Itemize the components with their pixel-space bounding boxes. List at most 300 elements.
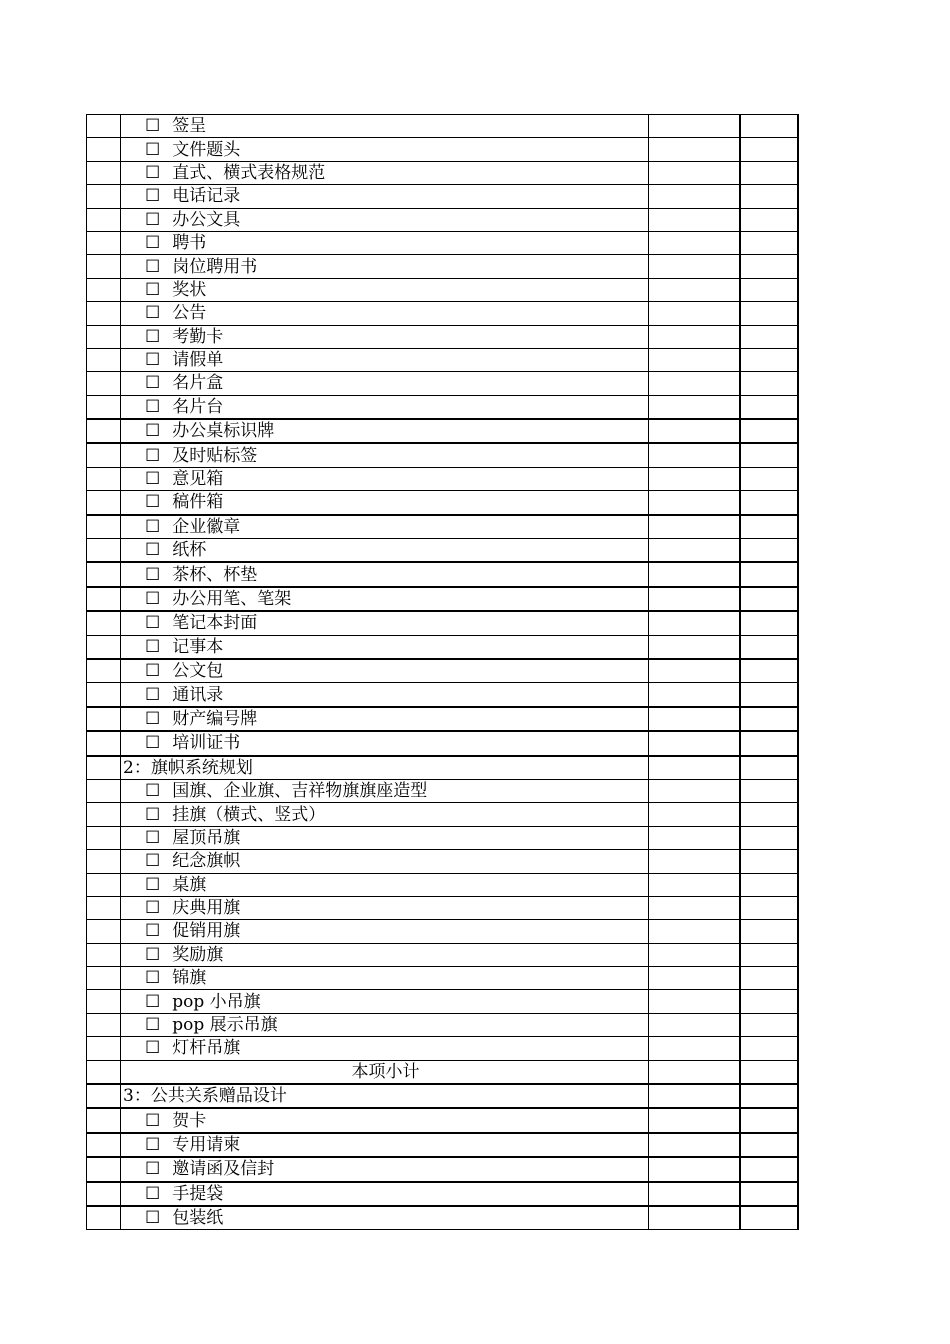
index-cell[interactable] bbox=[87, 395, 121, 419]
index-cell[interactable] bbox=[87, 1157, 121, 1181]
note-cell[interactable] bbox=[740, 707, 798, 731]
checkbox-icon[interactable]: ☐ bbox=[145, 564, 161, 585]
note-cell[interactable] bbox=[740, 779, 798, 802]
index-cell[interactable] bbox=[87, 1013, 121, 1036]
value-cell[interactable] bbox=[649, 161, 741, 184]
note-cell[interactable] bbox=[740, 659, 798, 683]
value-cell[interactable] bbox=[649, 1133, 741, 1157]
note-cell[interactable] bbox=[740, 161, 798, 184]
item-label: 包装纸 bbox=[172, 1208, 224, 1229]
note-cell[interactable] bbox=[740, 967, 798, 990]
index-cell[interactable] bbox=[87, 231, 121, 254]
note-cell[interactable] bbox=[740, 850, 798, 873]
value-cell[interactable] bbox=[649, 920, 741, 943]
index-cell[interactable] bbox=[87, 115, 121, 138]
note-cell[interactable] bbox=[740, 990, 798, 1013]
item-cell[interactable] bbox=[121, 1206, 649, 1230]
checkbox-icon[interactable]: ☐ bbox=[145, 991, 161, 1012]
item-cell[interactable] bbox=[121, 1013, 649, 1036]
table-row bbox=[87, 491, 799, 515]
value-cell[interactable] bbox=[649, 185, 741, 208]
section-row bbox=[87, 756, 799, 780]
checkbox-icon[interactable]: ☐ bbox=[145, 1208, 161, 1229]
item-cell[interactable] bbox=[121, 659, 649, 683]
checkbox-icon[interactable]: ☐ bbox=[145, 898, 161, 919]
item-cell[interactable] bbox=[121, 1157, 649, 1181]
index-cell[interactable] bbox=[87, 255, 121, 278]
item-label: 意见箱 bbox=[172, 469, 224, 490]
item-cell[interactable] bbox=[121, 302, 649, 325]
item-label: 请假单 bbox=[172, 350, 224, 371]
item-label: 国旗、企业旗、吉祥物旗旗座造型 bbox=[172, 781, 428, 802]
index-cell[interactable] bbox=[87, 707, 121, 731]
item-label: 财产编号牌 bbox=[172, 708, 258, 729]
index-cell[interactable] bbox=[87, 611, 121, 635]
table-row bbox=[87, 1206, 799, 1230]
item-cell[interactable] bbox=[121, 873, 649, 896]
item-label: pop 小吊旗 bbox=[172, 991, 261, 1012]
value-cell[interactable] bbox=[649, 967, 741, 990]
value-cell[interactable] bbox=[649, 1206, 741, 1230]
value-cell[interactable] bbox=[649, 302, 741, 325]
note-cell[interactable] bbox=[740, 1157, 798, 1181]
item-label: 桌旗 bbox=[172, 874, 207, 895]
index-cell[interactable] bbox=[87, 161, 121, 184]
item-cell[interactable] bbox=[121, 419, 649, 443]
table-row bbox=[87, 395, 799, 419]
value-cell[interactable] bbox=[649, 491, 741, 515]
item-label: 签呈 bbox=[172, 116, 207, 137]
note-cell[interactable] bbox=[740, 539, 798, 563]
item-label: 屋顶吊旗 bbox=[172, 827, 241, 848]
note-cell[interactable] bbox=[740, 1084, 798, 1108]
item-cell[interactable] bbox=[121, 515, 649, 539]
note-cell[interactable] bbox=[740, 731, 798, 755]
checkbox-icon[interactable]: ☐ bbox=[145, 851, 161, 872]
table-row bbox=[87, 443, 799, 467]
item-label: 促销用旗 bbox=[172, 921, 241, 942]
checkbox-icon[interactable]: ☐ bbox=[145, 116, 161, 137]
item-cell[interactable] bbox=[121, 1108, 649, 1132]
item-label: 稿件箱 bbox=[172, 492, 224, 513]
value-cell[interactable] bbox=[649, 659, 741, 683]
item-label: 挂旗（横式、竖式） bbox=[172, 804, 326, 825]
value-cell[interactable] bbox=[649, 707, 741, 731]
item-label: 茶杯、杯垫 bbox=[172, 564, 258, 585]
index-cell[interactable] bbox=[87, 372, 121, 395]
subtotal-label: 本项小计 bbox=[351, 1061, 420, 1082]
note-cell[interactable] bbox=[740, 395, 798, 419]
table-row bbox=[87, 659, 799, 683]
item-label: 笔记本封面 bbox=[172, 613, 258, 634]
item-label: 奖励旗 bbox=[172, 944, 224, 965]
note-cell[interactable] bbox=[740, 348, 798, 371]
table-row bbox=[87, 278, 799, 301]
value-cell[interactable] bbox=[649, 1108, 741, 1132]
value-cell[interactable] bbox=[649, 231, 741, 254]
table-row bbox=[87, 826, 799, 849]
item-cell[interactable] bbox=[121, 611, 649, 635]
checkbox-icon[interactable]: ☐ bbox=[145, 781, 161, 802]
index-cell[interactable] bbox=[87, 990, 121, 1013]
note-cell[interactable] bbox=[740, 1108, 798, 1132]
checkbox-icon[interactable]: ☐ bbox=[145, 1183, 161, 1204]
value-cell[interactable] bbox=[649, 990, 741, 1013]
table-row bbox=[87, 611, 799, 635]
item-label: 邀请函及信封 bbox=[172, 1159, 275, 1180]
note-cell[interactable] bbox=[740, 185, 798, 208]
item-cell[interactable] bbox=[121, 779, 649, 802]
table-row bbox=[87, 115, 799, 138]
table-row bbox=[87, 779, 799, 802]
value-cell[interactable] bbox=[649, 587, 741, 611]
checkbox-icon[interactable]: ☐ bbox=[145, 1134, 161, 1155]
note-cell[interactable] bbox=[740, 803, 798, 826]
item-label: 通讯录 bbox=[172, 684, 224, 705]
index-cell[interactable] bbox=[87, 756, 121, 780]
table-row bbox=[87, 138, 799, 161]
index-cell[interactable] bbox=[87, 920, 121, 943]
value-cell[interactable] bbox=[649, 683, 741, 707]
index-cell[interactable] bbox=[87, 491, 121, 515]
checkbox-icon[interactable]: ☐ bbox=[145, 944, 161, 965]
item-label: 及时贴标签 bbox=[172, 445, 258, 466]
index-cell[interactable] bbox=[87, 1206, 121, 1230]
item-label: 办公用笔、笔架 bbox=[172, 589, 292, 609]
item-cell[interactable] bbox=[121, 208, 649, 231]
table-row bbox=[87, 967, 799, 990]
value-cell[interactable] bbox=[649, 779, 741, 802]
index-cell[interactable] bbox=[87, 659, 121, 683]
value-cell[interactable] bbox=[649, 1157, 741, 1181]
checkbox-icon[interactable]: ☐ bbox=[145, 492, 161, 513]
checkbox-icon[interactable]: ☐ bbox=[145, 636, 161, 657]
item-label: 名片盒 bbox=[172, 373, 224, 394]
item-cell[interactable] bbox=[121, 756, 649, 780]
index-cell[interactable] bbox=[87, 967, 121, 990]
note-cell[interactable] bbox=[740, 278, 798, 301]
value-cell[interactable] bbox=[649, 1013, 741, 1036]
table-row bbox=[87, 255, 799, 278]
value-cell[interactable] bbox=[649, 467, 741, 490]
table-row bbox=[87, 920, 799, 943]
item-cell[interactable] bbox=[121, 896, 649, 919]
checkbox-icon[interactable]: ☐ bbox=[145, 874, 161, 895]
table-row bbox=[87, 943, 799, 966]
value-cell[interactable] bbox=[649, 539, 741, 563]
note-cell[interactable] bbox=[740, 302, 798, 325]
table-row bbox=[87, 372, 799, 395]
index-cell[interactable] bbox=[87, 896, 121, 919]
note-cell[interactable] bbox=[740, 419, 798, 443]
note-cell[interactable] bbox=[740, 826, 798, 849]
note-cell[interactable] bbox=[740, 1206, 798, 1230]
index-cell[interactable] bbox=[87, 539, 121, 563]
value-cell[interactable] bbox=[649, 138, 741, 161]
checkbox-icon[interactable]: ☐ bbox=[145, 396, 161, 417]
checkbox-icon[interactable]: ☐ bbox=[145, 162, 161, 183]
index-cell[interactable] bbox=[87, 826, 121, 849]
checkbox-icon[interactable]: ☐ bbox=[145, 233, 161, 254]
item-cell[interactable] bbox=[121, 920, 649, 943]
value-cell[interactable] bbox=[649, 611, 741, 635]
checkbox-icon[interactable]: ☐ bbox=[145, 373, 161, 394]
checkbox-icon[interactable]: ☐ bbox=[145, 303, 161, 324]
note-cell[interactable] bbox=[740, 255, 798, 278]
item-label: 企业徽章 bbox=[172, 516, 241, 537]
checkbox-icon[interactable]: ☐ bbox=[145, 1110, 161, 1131]
table-row bbox=[87, 325, 799, 348]
value-cell[interactable] bbox=[649, 943, 741, 966]
note-cell[interactable] bbox=[740, 115, 798, 138]
index-cell[interactable] bbox=[87, 1037, 121, 1060]
value-cell[interactable] bbox=[649, 325, 741, 348]
checkbox-icon[interactable]: ☐ bbox=[145, 279, 161, 300]
item-label: 办公文具 bbox=[172, 209, 241, 230]
value-cell[interactable] bbox=[649, 1084, 741, 1108]
index-cell[interactable] bbox=[87, 278, 121, 301]
item-label: pop 展示吊旗 bbox=[172, 1015, 278, 1036]
checkbox-icon[interactable]: ☐ bbox=[145, 733, 161, 754]
item-cell[interactable] bbox=[121, 587, 649, 611]
table-row bbox=[87, 635, 799, 659]
checkbox-icon[interactable]: ☐ bbox=[145, 921, 161, 942]
index-cell[interactable] bbox=[87, 1060, 121, 1084]
table-row bbox=[87, 990, 799, 1013]
checkbox-icon[interactable]: ☐ bbox=[145, 139, 161, 160]
checkbox-icon[interactable]: ☐ bbox=[145, 1159, 161, 1180]
item-cell[interactable] bbox=[121, 943, 649, 966]
value-cell[interactable] bbox=[649, 419, 741, 443]
item-label: 灯杆吊旗 bbox=[172, 1038, 241, 1059]
index-cell[interactable] bbox=[87, 635, 121, 659]
note-cell[interactable] bbox=[740, 920, 798, 943]
note-cell[interactable] bbox=[740, 515, 798, 539]
item-cell[interactable] bbox=[121, 1182, 649, 1206]
item-cell[interactable] bbox=[121, 803, 649, 826]
index-cell[interactable] bbox=[87, 1133, 121, 1157]
value-cell[interactable] bbox=[649, 208, 741, 231]
index-cell[interactable] bbox=[87, 779, 121, 802]
item-cell[interactable] bbox=[121, 138, 649, 161]
checkbox-icon[interactable]: ☐ bbox=[145, 186, 161, 207]
item-cell[interactable] bbox=[121, 967, 649, 990]
item-cell[interactable] bbox=[121, 1133, 649, 1157]
index-cell[interactable] bbox=[87, 562, 121, 586]
checkbox-icon[interactable]: ☐ bbox=[145, 708, 161, 729]
item-cell[interactable] bbox=[121, 278, 649, 301]
item-cell[interactable] bbox=[121, 491, 649, 515]
note-cell[interactable] bbox=[740, 443, 798, 467]
item-cell[interactable] bbox=[121, 372, 649, 395]
checkbox-icon[interactable]: ☐ bbox=[145, 661, 161, 682]
note-cell[interactable] bbox=[740, 372, 798, 395]
item-cell[interactable] bbox=[121, 1084, 649, 1108]
table-row bbox=[87, 731, 799, 755]
value-cell[interactable] bbox=[649, 873, 741, 896]
note-cell[interactable] bbox=[740, 943, 798, 966]
index-cell[interactable] bbox=[87, 348, 121, 371]
table-row bbox=[87, 896, 799, 919]
table-row bbox=[87, 562, 799, 586]
value-cell[interactable] bbox=[649, 1182, 741, 1206]
checkbox-icon[interactable]: ☐ bbox=[145, 350, 161, 371]
item-cell[interactable] bbox=[121, 539, 649, 563]
note-cell[interactable] bbox=[740, 1133, 798, 1157]
index-cell[interactable] bbox=[87, 208, 121, 231]
index-cell[interactable] bbox=[87, 850, 121, 873]
value-cell[interactable] bbox=[649, 115, 741, 138]
note-cell[interactable] bbox=[740, 611, 798, 635]
note-cell[interactable] bbox=[740, 896, 798, 919]
checkbox-icon[interactable]: ☐ bbox=[145, 1015, 161, 1036]
value-cell[interactable] bbox=[649, 756, 741, 780]
item-cell[interactable] bbox=[121, 562, 649, 586]
index-cell[interactable] bbox=[87, 1084, 121, 1108]
item-cell[interactable] bbox=[121, 467, 649, 490]
note-cell[interactable] bbox=[740, 325, 798, 348]
table-row bbox=[87, 208, 799, 231]
value-cell[interactable] bbox=[649, 850, 741, 873]
checkbox-icon[interactable]: ☐ bbox=[145, 1038, 161, 1059]
note-cell[interactable] bbox=[740, 873, 798, 896]
note-cell[interactable] bbox=[740, 587, 798, 611]
checkbox-icon[interactable]: ☐ bbox=[145, 827, 161, 848]
item-cell[interactable] bbox=[121, 395, 649, 419]
index-cell[interactable] bbox=[87, 1108, 121, 1132]
item-cell[interactable] bbox=[121, 231, 649, 254]
checklist-table bbox=[86, 114, 799, 1230]
note-cell[interactable] bbox=[740, 1013, 798, 1036]
index-cell[interactable] bbox=[87, 943, 121, 966]
index-cell[interactable] bbox=[87, 138, 121, 161]
item-cell[interactable] bbox=[121, 707, 649, 731]
value-cell[interactable] bbox=[649, 1060, 741, 1084]
index-cell[interactable] bbox=[87, 731, 121, 755]
note-cell[interactable] bbox=[740, 635, 798, 659]
item-cell[interactable] bbox=[121, 731, 649, 755]
item-cell[interactable] bbox=[121, 185, 649, 208]
note-cell[interactable] bbox=[740, 467, 798, 490]
note-cell[interactable] bbox=[740, 231, 798, 254]
item-label: 纪念旗帜 bbox=[172, 851, 241, 872]
checkbox-icon[interactable]: ☐ bbox=[145, 613, 161, 634]
table-row bbox=[87, 587, 799, 611]
checkbox-icon[interactable]: ☐ bbox=[145, 516, 161, 537]
item-label: 电话记录 bbox=[172, 186, 241, 207]
table-row bbox=[87, 302, 799, 325]
item-label: 手提袋 bbox=[172, 1183, 224, 1204]
item-cell[interactable] bbox=[121, 826, 649, 849]
index-cell[interactable] bbox=[87, 467, 121, 490]
checkbox-icon[interactable]: ☐ bbox=[145, 540, 161, 561]
index-cell[interactable] bbox=[87, 683, 121, 707]
value-cell[interactable] bbox=[649, 731, 741, 755]
value-cell[interactable] bbox=[649, 826, 741, 849]
item-cell[interactable] bbox=[121, 255, 649, 278]
checkbox-icon[interactable]: ☐ bbox=[145, 209, 161, 230]
value-cell[interactable] bbox=[649, 255, 741, 278]
item-label: 贺卡 bbox=[172, 1110, 207, 1131]
note-cell[interactable] bbox=[740, 562, 798, 586]
item-label: 名片台 bbox=[172, 396, 224, 417]
table-row bbox=[87, 161, 799, 184]
value-cell[interactable] bbox=[649, 1037, 741, 1060]
value-cell[interactable] bbox=[649, 395, 741, 419]
checkbox-icon[interactable]: ☐ bbox=[145, 445, 161, 466]
note-cell[interactable] bbox=[740, 1037, 798, 1060]
item-cell[interactable] bbox=[121, 348, 649, 371]
index-cell[interactable] bbox=[87, 185, 121, 208]
index-cell[interactable] bbox=[87, 443, 121, 467]
value-cell[interactable] bbox=[649, 443, 741, 467]
item-cell[interactable] bbox=[121, 115, 649, 138]
item-cell[interactable] bbox=[121, 635, 649, 659]
value-cell[interactable] bbox=[649, 515, 741, 539]
index-cell[interactable] bbox=[87, 873, 121, 896]
note-cell[interactable] bbox=[740, 208, 798, 231]
item-cell[interactable] bbox=[121, 990, 649, 1013]
value-cell[interactable] bbox=[649, 803, 741, 826]
value-cell[interactable] bbox=[649, 896, 741, 919]
index-cell[interactable] bbox=[87, 1182, 121, 1206]
index-cell[interactable] bbox=[87, 803, 121, 826]
item-label: 奖状 bbox=[172, 279, 207, 300]
checkbox-icon[interactable]: ☐ bbox=[145, 326, 161, 347]
value-cell[interactable] bbox=[649, 635, 741, 659]
checkbox-icon[interactable]: ☐ bbox=[145, 256, 161, 277]
note-cell[interactable] bbox=[740, 683, 798, 707]
checkbox-icon[interactable]: ☐ bbox=[145, 804, 161, 825]
value-cell[interactable] bbox=[649, 562, 741, 586]
item-label: 纸杯 bbox=[172, 540, 207, 561]
note-cell[interactable] bbox=[740, 1182, 798, 1206]
item-label: 考勤卡 bbox=[172, 326, 224, 347]
index-cell[interactable] bbox=[87, 302, 121, 325]
note-cell[interactable] bbox=[740, 1060, 798, 1084]
checkbox-icon[interactable]: ☐ bbox=[145, 968, 161, 989]
note-cell[interactable] bbox=[740, 756, 798, 780]
index-cell[interactable] bbox=[87, 325, 121, 348]
table-row bbox=[87, 1037, 799, 1060]
item-cell[interactable] bbox=[121, 850, 649, 873]
value-cell[interactable] bbox=[649, 278, 741, 301]
note-cell[interactable] bbox=[740, 138, 798, 161]
section-title: 3：公共关系赠品设计 bbox=[123, 1086, 287, 1107]
table-row bbox=[87, 1157, 799, 1181]
checkbox-icon[interactable]: ☐ bbox=[145, 589, 161, 609]
item-cell[interactable] bbox=[121, 161, 649, 184]
checkbox-icon[interactable]: ☐ bbox=[145, 684, 161, 705]
checkbox-icon[interactable]: ☐ bbox=[145, 421, 161, 442]
item-cell[interactable] bbox=[121, 1037, 649, 1060]
checkbox-icon[interactable]: ☐ bbox=[145, 469, 161, 490]
value-cell[interactable] bbox=[649, 348, 741, 371]
item-cell[interactable] bbox=[121, 325, 649, 348]
table-row bbox=[87, 539, 799, 563]
item-cell[interactable] bbox=[121, 1060, 649, 1084]
table-row bbox=[87, 873, 799, 896]
item-cell[interactable] bbox=[121, 683, 649, 707]
index-cell[interactable] bbox=[87, 419, 121, 443]
section-row bbox=[87, 1084, 799, 1108]
index-cell[interactable] bbox=[87, 587, 121, 611]
note-cell[interactable] bbox=[740, 491, 798, 515]
table-row bbox=[87, 1013, 799, 1036]
item-cell[interactable] bbox=[121, 443, 649, 467]
value-cell[interactable] bbox=[649, 372, 741, 395]
index-cell[interactable] bbox=[87, 515, 121, 539]
